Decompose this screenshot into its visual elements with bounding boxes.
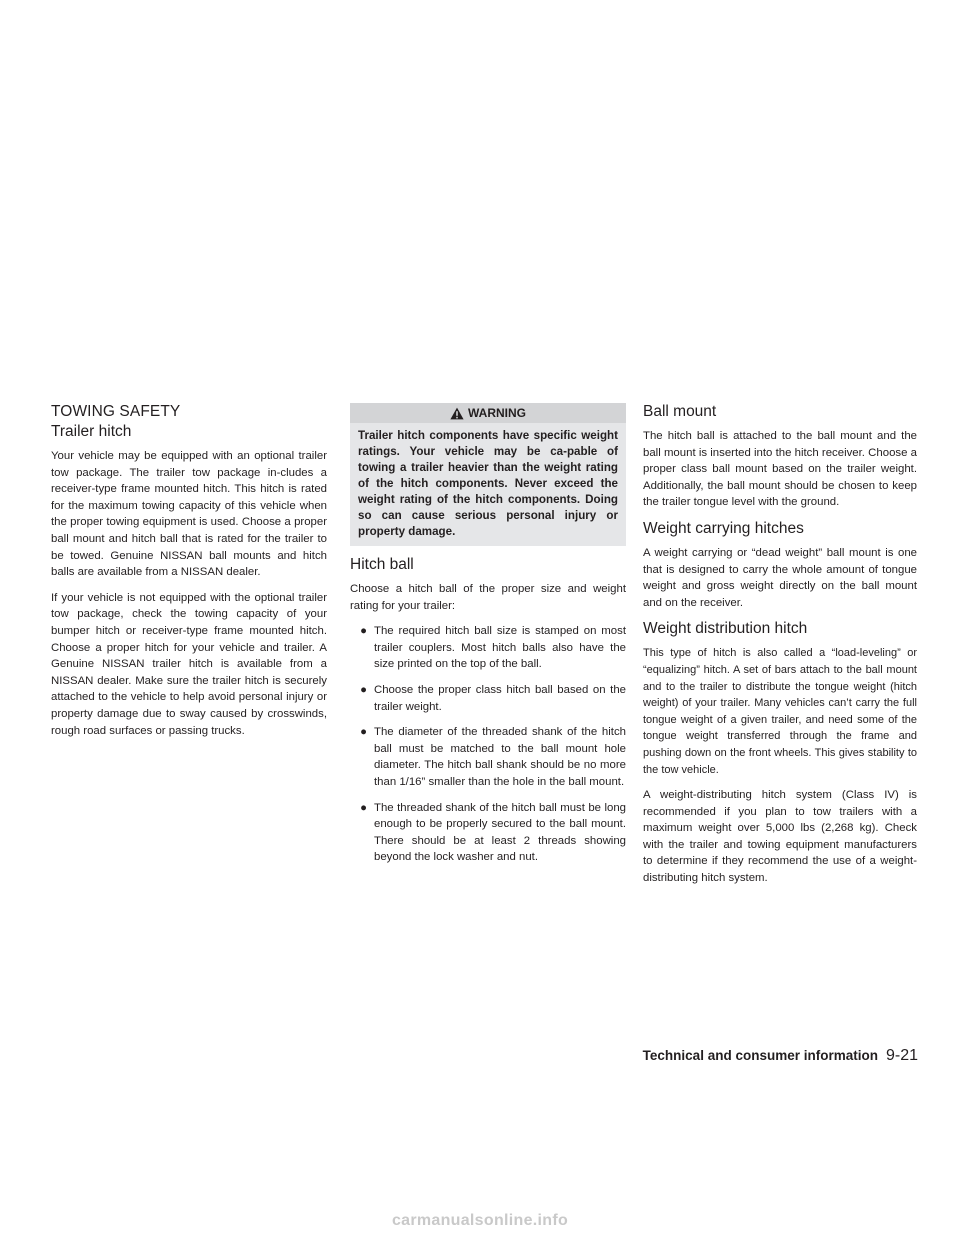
section-title: TOWING SAFETY [51,403,181,420]
column-middle [350,403,626,875]
watermark: carmanualsonline.info [391,1212,569,1229]
paragraph-weight-distribution-1: This type of hitch is also called a “load-leveling” or “equalizing” hitch. A set of bars attach to the ball mount and to the trailer to distribute the tongue weight (hitch weight) of your trailer. Many vehicles can’t carry the full tongue weight of a given trailer, and need some of the tongue weight transferred through the frame and pushing down on the front wheels. This gives stability to the tow vehicle. [643,647,917,776]
paragraph-ball-mount: The hitch ball is attached to the ball mount and the ball mount is inserted into the hitch receiver. Choose a proper class ball mount based on the trailer weight. Additionally, the ball mount should be chosen to keep the trailer tongue level with the ground. [643,430,917,509]
paragraph-hitch-ball-intro: Choose a hitch ball of the proper size and weight rating for your trailer: [350,583,626,612]
heading-weight-distribution: Weight distribution hitch [643,620,808,638]
list-item [350,800,626,866]
warning-box [350,403,626,546]
column-right [643,403,917,896]
list-item-text: The diameter of the threaded shank of the hitch ball must be matched to the ball mount hole diameter. The hitch ball shank should be no more than 1/16” smaller than the hole in the ball mount. [374,726,626,788]
list-item-text: The required hitch ball size is stamped on most trailer couplers. Most hitch balls also have the size printed on the top of the ball. [374,625,626,671]
page-number: 9-21 [885,1047,918,1064]
list-item-text: Choose the proper class hitch ball based on the trailer weight. [374,683,626,713]
heading-trailer-hitch: Trailer hitch [51,423,132,440]
warning-triangle-icon [450,407,464,420]
paragraph-weight-distribution-2: A weight-distributing hitch system (Class IV) is recommended if you plan to tow trailers with a maximum weight over 5,000 lbs (2,268 kg). Check with the trailer and towing equipment manufacturers to determine if they recommend the use of a weight-distributing hitch system. [643,789,917,885]
list-item [350,724,626,790]
list-item-text: The threaded shank of the hitch ball must be long enough to be properly secured to the ball mount. There should be at least 2 threads showing beyond the lock washer and nut. [374,801,626,864]
paragraph-trailer-hitch-2: If your vehicle is not equipped with the optional trailer tow package, check the towing capacity of your bumper hitch or receiver-type frame mounted hitch. Choose a proper hitch for your vehicle and trailer. A Genuine NISSAN trailer hitch is available from a NISSAN dealer. Make sure the trailer hitch is securely attached to the vehicle to help avoid personal injury or property damage due to sway caused by crosswinds, rough road surfaces or passing trucks. [51,591,327,737]
warning-text: Trailer hitch components have specific weight ratings. Your vehicle may be ca-pable of towing a trailer heavier than the weight rating of the hitch components. Never exceed the weight rating of the hitch components. Doing so can cause serious personal injury or property damage. [358,429,618,538]
heading-hitch-ball: Hitch ball [350,556,414,573]
bullet-icon: ● [360,726,367,739]
paragraph-trailer-hitch-1: Your vehicle may be equipped with an optional trailer tow package. The trailer tow package in-cludes a receiver-type frame mounted hitch. This hitch is rated for the maximum towing capacity of this vehicle when the proper towing equipment is used. Choose a proper ball mount and hitch ball that is rated for the trailer to be towed. Genuine NISSAN ball mounts and hitch balls are available from a NISSAN dealer. [51,450,327,579]
list-item [350,682,626,715]
footer-section-title: Technical and consumer information [642,1048,878,1063]
warning-header [350,403,626,423]
heading-weight-carrying: Weight carrying hitches [643,519,804,537]
paragraph-weight-carrying: A weight carrying or “dead weight” ball mount is one that is designed to carry the whole amount of tongue weight and gross weight directly on the ball mount and on the receiver. [643,546,917,609]
warning-label: WARNING [468,406,526,420]
hitch-ball-list [350,623,626,866]
list-item [350,623,626,673]
column-left [51,403,327,748]
bullet-icon: ● [360,625,367,638]
bullet-icon: ● [360,801,367,814]
bullet-icon: ● [360,683,367,696]
page-footer [643,1047,918,1065]
heading-ball-mount: Ball mount [643,403,717,420]
